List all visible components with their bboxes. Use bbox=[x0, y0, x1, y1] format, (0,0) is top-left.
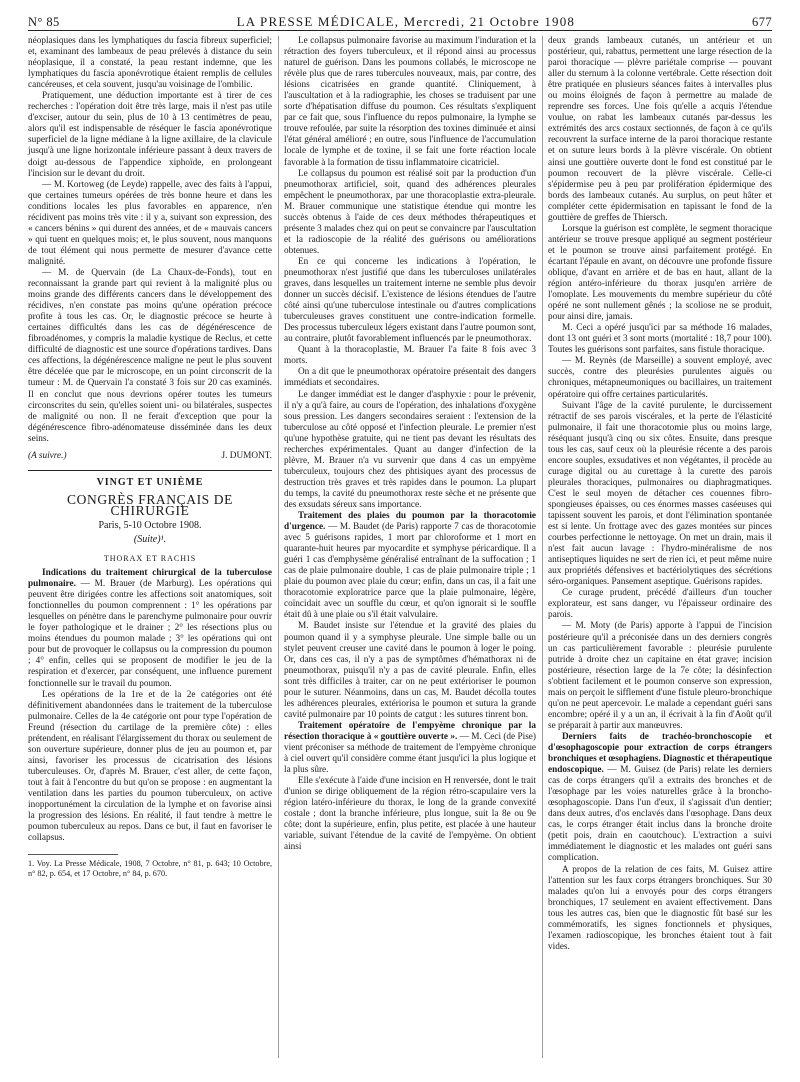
paragraph: A propos de la relation de ces faits, M. Guisez attire l'attention sur les faux corps étrangers bronchiques. Sur 30 malades qu'on lui a envoyés pour des corps étrangers bronchiques, 17 seulement en avaient effectivement. Dans tous les autres cas, bien que le diagnostic fût basé sur les commémoratifs, les signes fonctionnels et physiques, l'examen radioscopique, les bronches étaient tout à fait vides. bbox=[548, 864, 772, 952]
column-divider bbox=[278, 36, 279, 1058]
paragraph: On a dit que le pneumothorax opératoire présentait des dangers immédiats et secondaires. bbox=[284, 367, 536, 389]
paragraph: deux grands lambeaux cutanés, un antérieur et un postérieur, qui, rabattus, permettent une large résection de la paroi thoracique — plèvre pariétale comprise — pouvant aller du sternum à la colonne vertébrale. Cette résection doit être pratiquée en plusieurs séances faites à intervalles plus ou moins éloignés de façon à permettre au malade de reprendre ses forces. Une fois qu'elle a acquis l'étendue voulue, on rabat les lambeaux cutanés par-dessus les extrémités des arcs costaux sectionnés, de façon à ce qu'ils recouvrent la surface interne de la paroi thoracique restante et on suture leurs bords à la plèvre viscérale. On obtient ainsi une gouttière ouverte dont le fond est constitué par le poumon recouvert de la plèvre viscérale. Celle-ci s'épidermise peu à peu par prolifération épidermique des bords des lambeaux cutanés. Au surplus, on peut hâter et compléter cette épidermisation en tapissant le fond de la gouttière de greffes de Thiersch. bbox=[548, 36, 772, 223]
paragraph: En ce qui concerne les indications à l'opération, le pneumothorax n'est justifié que dans les tuberculoses unilatérales graves, dans lesquelles un traitement interne ne semble plus devoir donner un succès décisif. L'existence de lésions étendues de l'autre côté ainsi qu'une tuberculose intestinale ou d'autres complications tuberculeuses graves constituent une contre-indication formelle. Des processus tuberculeux légers existant dans l'autre poumon sont, au contraire, plutôt favorablement influencés par le pneumothorax. bbox=[284, 256, 536, 345]
journal-name: LA PRESSE MÉDICALE, bbox=[236, 14, 400, 29]
page-number: 677 bbox=[752, 15, 772, 29]
footnote: 1. Voy. La Presse Médicale, 1908, 7 Octobre, n° 81, p. 643; 10 Octobre, n° 82, p. 654, et 17 Octobre, n° 84, p. 670. bbox=[28, 859, 272, 879]
paragraph-title: Derniers faits de trachéo-bronchoscopie et d'œsophagoscopie pour extraction de corps étrangers bronchiques et œsophagiens. Diagnostic et thérapeutique endoscopique. bbox=[548, 731, 772, 776]
paragraph: — M. Reynès (de Marseille) a souvent employé, avec succès, contre des pleurésies purulentes aiguës ou chroniques, métapneumoniques ou bacillaires, un traitement opératoire qui offre certaines particularités. bbox=[548, 356, 772, 400]
paragraph: — M. Moty (de Paris) apporte à l'appui de l'incision postérieure qu'il a préconisée dans un des derniers congrès un cas particulièrement favorable : pleurésie purulente putride à droite chez un capitaine en état grave; incision postérieure, résection large de la 7e côte; la désinfection s'obtient facilement et le poumon conserve son expression, mais on perçoit le sifflement d'une fistule pleuro-bronchique qu'on ne peut apercevoir. Le malade a cependant guéri sans encombre; opéré il y a un an, il écrivait à la fin d'Août qu'il se préparait à partir aux manœuvres. bbox=[548, 621, 772, 731]
paragraph: Quant à la thoracoplastie, M. Brauer l'a faite 8 fois avec 3 morts. bbox=[284, 345, 536, 367]
to-be-continued: (A suivre.) bbox=[28, 450, 67, 461]
paragraph: Le collapsus pulmonaire favorise au maximum l'induration et la rétraction des foyers tuberculeux, et il répond ainsi au processus naturel de guérison. Dans les poumons collabés, le microscope ne révèle plus que de rares tubercules nouveaux, mais, par contre, des lésions cicatrisées en grande quantité. Cliniquement, à l'auscultation et à la radiographie, les choses se traduisent par une sorte d'hépatisation diffuse du poumon. Ces résultats s'expliquent par ce fait que, sous l'influence du repos pulmonaire, la lymphe se trouve refoulée, par suite la résorption des toxines diminuée et ainsi l'état général amélioré ; en outre, sous l'influence de l'accumulation locale de lymphe et de toxine, il se fait une forte réaction locale favorable à la formation de tissu inflammatoire cicatriciel. bbox=[284, 36, 536, 168]
paragraph: Les opérations de la 1re et de la 2e catégories ont été définitivement abandonnées dans le traitement de la tuberculose pulmonaire. Celles de la 4e catégorie ont pour type l'opération de Freund (résection du cartilage de la première côte) : elles prétendent, en réalisant l'élargissement du thorax ou seulement de son ouverture supérieure, donner plus de jeu au poumon et, par ainsi, favoriser les processus de cicatrisation des lésions tuberculeuses. Or, d'après M. Brauer, c'est aller, de cette façon, tout à fait à l'encontre du but qu'on se propose : en augmentant la ventilation dans les parties du poumon tuberculeux, on active inopportunément la circulation de la lymphe et on favorise ainsi la progression des lésions. En réalité, il faut tendre à mettre le poumon tuberculeux au repos. Dans ce but, il faut en favoriser le collapsus. bbox=[28, 689, 272, 844]
issue-number: N° 85 bbox=[28, 15, 60, 29]
paragraph-title: Traitement des plaies du poumon par la thoracotomie d'urgence. bbox=[284, 511, 536, 533]
paragraph: M. Ceci a opéré jusqu'ici par sa méthode 16 malades, dont 13 ont guéri et 3 sont morts (mortalité : 18,7 pour 100). Toutes les guérisons sont parfaites, sans fistule thoracique. bbox=[548, 323, 772, 356]
paragraph: néoplasiques dans les lymphatiques du fascia fibreux superficiel; et, examinant des lambeaux de peau prélevés à distance du sein néoplasique, il a constaté, la peau restant indemne, que les lymphatiques du fascia aponévrotique étaient remplis de cellules cancéreuses, et cela souvent, jusqu'au voisinage de l'ombilic. bbox=[28, 36, 272, 91]
congress-dates: Paris, 5-10 Octobre 1908. bbox=[98, 519, 202, 531]
issue-date: Mercredi, 21 Octobre 1908 bbox=[403, 14, 576, 29]
paragraph: Traitement des plaies du poumon par la thoracotomie d'urgence. — M. Baudet (de Paris) rapporte 7 cas de thoracotomie avec 5 guérisons rapides, 1 mort par chloroforme et 1 mort en quarante-huit heures par myocardite et symphyse péricardique. Il a guéri 1 cas d'emphysème généralisé entraînant de la suffocation ; 1 cas de plaie pulmonaire double, 1 cas de plaie pulmonaire triple ; 1 plaie du poumon avec plaie du cœur; enfin, dans un cas, il a fait une thoracotomie exploratrice parce que la plaie pulmonaire, légère, coïncidait avec un souffle du cœur, et qu'on ignorait si le souffle était dû à une plaie ou s'il était valvulaire. bbox=[284, 511, 537, 621]
paragraph: — M. de Quervain (de La Chaux-de-Fonds), tout en reconnaissant la grande part qui revient à la malignité plus ou moins grande des différents cancers dans le développement des récidives, n'en constate pas moins qu'une opération précoce profite à tous les cas. Or, le diagnostic précoce se heurte à certaines difficultés dans les cas de dégénérescence de fibroadénomes, y compris la maladie kystique de Reclus, et cette difficulté de diagnostic est une source d'opérations tardives. Dans ces affections, la dégénérescence maligne ne peut le plus souvent être décelée que par le microscope, en un point circonscrit de la tumeur : M. de Quervain l'a constaté 3 fois sur 20 cas examinés. Il en conclut que nous devrions opérer toutes les tumeurs circonscrites du sein, qu'elles soient uni- ou bilatérales, suspectes de malignité ou non. Il ne ferait d'exception que pour la dégénérescence fibro-adénomateuse disséminée dans les deux seins. bbox=[28, 267, 272, 444]
page-header bbox=[28, 10, 772, 31]
paragraph: Le danger immédiat est le danger d'asphyxie : pour le prévenir, il n'y a qu'à faire, au cours de l'opération, des inhalations d'oxygène sous pression. Les dangers secondaires seraient : l'extension de la tuberculose au côté opposé et l'infection pleurale. Le premier n'est qu'une hypothèse gratuite, qui ne tient pas devant les résultats des recherches expérimentales. Quant au danger d'infection de la plèvre, M. Brauer n'a vu survenir que dans 4 cas un empyème tuberculeux, toujours chez des phtisiques ayant des processus de destruction très graves et très rapides dans le poumon. La plupart du temps, la cavité du pneumothorax reste sèche et ne présente que des exsudats séreux sans importance. bbox=[284, 389, 536, 510]
column-left bbox=[28, 36, 272, 879]
author-name: J. DUMONT. bbox=[221, 450, 272, 461]
paragraph: Suivant l'âge de la cavité purulente, le durcissement rétractif de ses parois viscérales, et la perte de l'élasticité pulmonaire, il fait une thoracotomie plus ou moins large, réséquant jusqu'à cinq ou six côtes. Ensuite, dans presque tous les cas, sauf ceux où la pleurésie récente a des parois encore souples, exsudatives et non végétantes, il procède au curage digital ou au curettage à la curette des parois pleurales thoraciques, pulmonaires ou diaphragmatiques. C'est le seul moyen de détacher ces couennes fibro-spongieuses épaisses, ou ces énormes masses caséeuses qui tapissent souvent les parois, et dont l'élimination spontanée est si lente. Un frottage avec des gazes montées sur pinces courbes perfectionne le nettoyage. On met un drain, mais il n'est fait aucun lavage : l'hydro-minéralisme de nos antiseptiques liquides ne sert de rien ici, et peut même nuire aux propriétés défensives et bactériolytiques des sécrétions séro-organiques. Pansement aseptique. Guérisons rapides. bbox=[548, 400, 772, 588]
paragraph: M. Baudet insiste sur l'étendue et la gravité des plaies du poumon quand il y a symphyse pleurale. Une simple balle ou un stylet peuvent creuser une cavité dans le poumon à loger le poing. Or, dans ces cas, il n'y a pas de symptômes d'hémathorax ni de pneumothorax, puisqu'il n'y a pas de cavité pleurale. Enfin, elles sont très difficiles à traiter, car on ne peut extérioriser le poumon pour le suturer. Néanmoins, dans un cas, M. Baudet décolla toutes les adhérences pleurales, extériorisa le poumon et sutura la grande cavité pulmonaire par 10 points de catgut : les sutures tinrent bon. bbox=[284, 621, 536, 720]
congress-title: CONGRÈS FRANÇAIS DE CHIRURGIE bbox=[67, 491, 233, 518]
column-divider bbox=[542, 36, 543, 1058]
paragraph: Traitement opératoire de l'empyème chronique par la résection thoracique à « gouttière ouverte ». — M. Ceci (de Pise) vient préconiser sa méthode de traitement de l'empyème chronique à ciel ouvert qu'il considère comme étant jusqu'ici la plus logique et la plus sûre. bbox=[284, 720, 536, 776]
paragraph: Indications du traitement chirurgical de la tuberculose pulmonaire. — M. Brauer (de Marburg). Les opérations qui peuvent être dirigées contre les affections soit anatomiques, soit fonctionnelles du poumon comprennent : 1° les opérations par lesquelles on pénètre dans le parenchyme pulmonaire pour ouvrir le foyer pathologique et le drainer ; 2° les résections plus ou moins étendues du poumon malade ; 3° les opérations qui ont pour but de provoquer le collapsus ou la compression du poumon ; 4° enfin, celles qui se proposent de modifier le jeu de la respiration et d'exercer, par conséquent, une influence purement fonctionnelle sur le travail du poumon. bbox=[28, 568, 272, 689]
column-right bbox=[548, 36, 772, 953]
paragraph-title: Indications du traitement chirurgical de la tuberculose pulmonaire. bbox=[28, 568, 272, 590]
paragraph: Lorsque la guérison est complète, le segment thoracique antérieur se trouve presque appliqué au segment postérieur et le poumon se trouve ainsi parfaitement protégé. En écartant l'épaule en avant, on découvre une profonde fissure oblique, d'avant en arrière et de bas en haut, allant de la région antéro-inférieure du thorax jusqu'en arrière de l'omoplate. Les mouvements du membre supérieur du côté opéré ne sont nullement gênés ; la scoliose ne se produit, pour ainsi dire, jamais. bbox=[548, 223, 772, 323]
congress-number: VINGT ET UNIÈME bbox=[96, 476, 204, 488]
section-heading: THORAX ET RACHIS bbox=[103, 554, 197, 564]
paragraph: — M. Kortoweg (de Leyde) rappelle, avec des faits à l'appui, que certaines tumeurs opérées de très bonne heure et dans les conditions locales les plus favorables en apparence, n'en récidivent pas moins très vite : il y a, suivant son expression, des « cancers bénins » qui durent des années, et de « mauvais cancers » qui tuent en quelques mois; et, le plus souvent, nous manquons de tout élément qui nous permette de mesurer d'avance cette malignité. bbox=[28, 179, 272, 267]
column-middle bbox=[284, 36, 536, 853]
running-title bbox=[237, 14, 576, 30]
paragraph: Derniers faits de trachéo-bronchoscopie et d'œsophagoscopie pour extraction de corps étrangers bronchiques et œsophagiens. Diagnostic et thérapeutique endoscopique. — M. Guisez (de Paris) relate les derniers cas de corps étrangers qu'il a extraits des bronches et de l'œsophage par les voies naturelles grâce à la broncho-œsophagoscopie. Dans l'un d'eux, il s'agissait d'un dentier; dans deux autres, d'os enclavés dans l'œsophage. Dans deux cas, le corps étranger était inclus dans la bronche droite (petit pois, drain en caoutchouc). L'extraction a suivi immédiatement le diagnostic et les malades ont guéri sans complication. bbox=[548, 731, 772, 864]
congress-suite: (Suite)¹. bbox=[133, 533, 167, 545]
paragraph: Elle s'exécute à l'aide d'une incision en H renversée, dont le trait d'union se dirige obliquement de la région rétro-scapulaire vers la région latéro-inférieure du thorax, le long de la grande convexité costale ; dont la branche inférieure, plus longue, suit la 8e ou 9e côte; dont la supérieure, enfin, plus petite, est placée à une hauteur variable, suivant l'étendue de la cavité de l'empyème. On obtient ainsi bbox=[284, 776, 536, 853]
section-separator bbox=[28, 470, 272, 471]
article-signature bbox=[28, 451, 272, 462]
paragraph-title: Traitement opératoire de l'empyème chronique par la résection thoracique à « gouttière ouverte ». bbox=[284, 720, 536, 742]
paragraph: Pratiquement, une déduction importante est à tirer de ces recherches : l'opération doit être très large, mais il n'est pas utile d'exciser, autour du sein, plus de 10 à 13 centimètres de peau, alors qu'il est indispensable de réséquer le fascia aponévrotique superficiel de la ligne médiane à la ligne axillaire, de la clavicule jusqu'à une ligne horizontale inférieure passant à deux travers de doigt au-dessous de l'appendice xiphoïde, en prolongeant l'incision sur le devant du droit. bbox=[28, 91, 272, 179]
footnote-rule bbox=[28, 854, 118, 855]
paragraph: Le collapsus du poumon est réalisé soit par la production d'un pneumothorax artificiel, soit, quand des adhérences pleurales empêchent le pneumothorax, par une thoracoplastie extra-pleurale. M. Brauer communique une statistique étendue qui montre les succès obtenus à l'aide de ces deux méthodes thérapeutiques et présente 3 malades chez qui on peut se convaincre par l'auscultation et la radioscopie de la réalité des guérisons ou améliorations obtenues. bbox=[284, 168, 536, 256]
paragraph: Ce curage prudent, précédé d'ailleurs d'un toucher explorateur, est sans danger, vu l'épaisseur ordinaire des parois. bbox=[548, 588, 772, 621]
